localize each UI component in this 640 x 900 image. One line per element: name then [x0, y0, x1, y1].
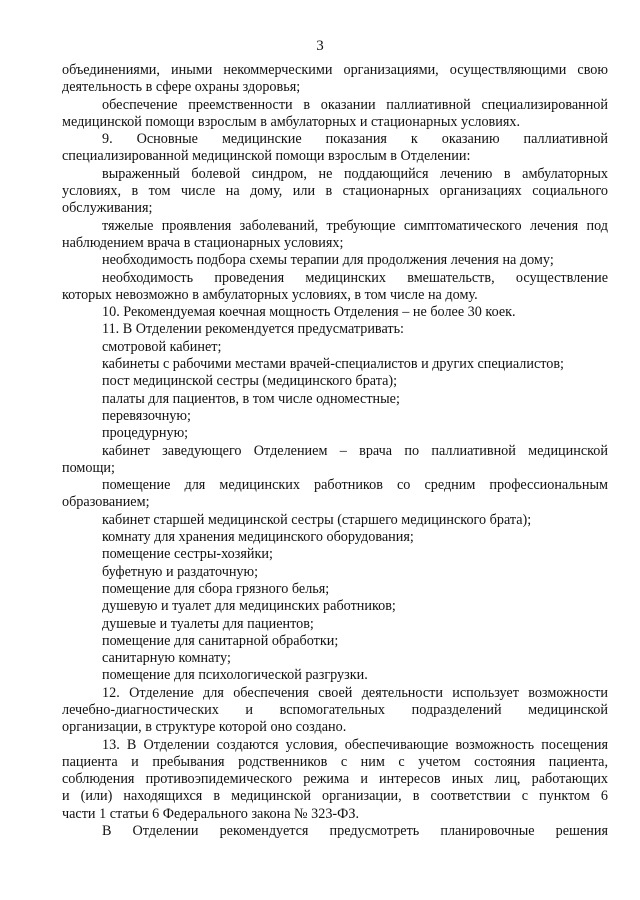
text-line: В Отделении рекомендуется предусмотреть планировочные решения — [102, 823, 608, 840]
text-line: лечебно-диагностических и вспомогательных подразделений медицинской — [62, 701, 608, 718]
text-line: палаты для пациентов, в том числе одноместные; — [102, 390, 400, 407]
text-line: кабинет заведующего Отделением – врача по паллиативной медицинской — [102, 442, 608, 459]
text-line: помещение сестры-хозяйки; — [102, 546, 273, 563]
text-line: выраженный болевой синдром, не поддающийся лечению в амбулаторных — [102, 165, 608, 182]
text-line: пост медицинской сестры (медицинского брата); — [102, 373, 398, 390]
text-line: 13. В Отделении создаются условия, обеспечивающие возможность посещения — [102, 736, 608, 753]
text-line: условиях, в том числе на дому, или в стационарных организациях социального — [62, 183, 608, 200]
text-line: медицинской помощи взрослым в амбулаторных и стационарных условиях. — [62, 113, 521, 130]
text-line: помещение для сбора грязного белья; — [102, 580, 330, 597]
text-line: перевязочную; — [102, 407, 191, 424]
text-line: обслуживания; — [62, 200, 153, 217]
text-line: деятельность в сфере охраны здоровья; — [62, 79, 301, 96]
text-line: санитарную комнату; — [102, 650, 231, 667]
text-line: 12. Отделение для обеспечения своей деятельности использует возможности — [102, 684, 608, 701]
text-line: которых невозможно в амбулаторных условиях, в том числе на дому. — [62, 286, 478, 303]
text-line: комнату для хранения медицинского оборудования; — [102, 529, 414, 546]
text-line: помещение для психологической разгрузки. — [102, 667, 368, 684]
text-line: буфетную и раздаточную; — [102, 563, 259, 580]
text-line: объединениями, иными некоммерческими организациями, осуществляющими свою — [62, 62, 608, 78]
text-line: части 1 статьи 6 Федерального закона № 323-ФЗ. — [62, 805, 360, 822]
text-line: обеспечение преемственности в оказании паллиативной специализированной — [102, 96, 608, 113]
text-line: душевую и туалет для медицинских работников; — [102, 598, 396, 615]
text-line: пациента и пребывания родственников с ним с учетом состояния пациента, — [62, 753, 608, 770]
text-line: помещение для медицинских работников со средним профессиональным — [102, 477, 608, 494]
text-line: кабинеты с рабочими местами врачей-специалистов и других специалистов; — [102, 356, 565, 373]
text-line: тяжелые проявления заболеваний, требующие симптоматического лечения под — [102, 217, 608, 234]
text-line: смотровой кабинет; — [102, 338, 222, 355]
page-number: 3 — [316, 38, 324, 54]
text-line: и (или) находящихся в медицинской организации, в соответствии с пунктом 6 — [62, 788, 608, 805]
text-line: душевые и туалеты для пациентов; — [102, 615, 314, 632]
text-line: специализированной медицинской помощи взрослым в Отделении: — [62, 148, 471, 165]
text-line: 11. В Отделении рекомендуется предусматривать: — [102, 321, 404, 338]
text-line: помощи; — [62, 459, 115, 476]
text-line: процедурную; — [102, 425, 189, 442]
text-line: помещение для санитарной обработки; — [102, 632, 339, 649]
text-line: соблюдения противоэпидемического режима и интересов иных лиц, работающих — [62, 771, 608, 788]
text-line: необходимость проведения медицинских вмешательств, осуществление — [102, 269, 608, 286]
text-line: 9. Основные медицинские показания к оказанию паллиативной — [102, 131, 608, 148]
text-line: необходимость подбора схемы терапии для продолжения лечения на дому; — [102, 252, 554, 269]
text-line: организации, в структуре которой оно создано. — [62, 719, 347, 736]
text-line: наблюдением врача в стационарных условиях; — [62, 234, 344, 251]
text-line: образованием; — [62, 494, 150, 511]
document-body — [62, 62, 608, 840]
text-line: кабинет старшей медицинской сестры (старшего медицинского брата); — [102, 511, 532, 528]
text-line: 10. Рекомендуемая коечная мощность Отделения – не более 30 коек. — [102, 304, 516, 321]
